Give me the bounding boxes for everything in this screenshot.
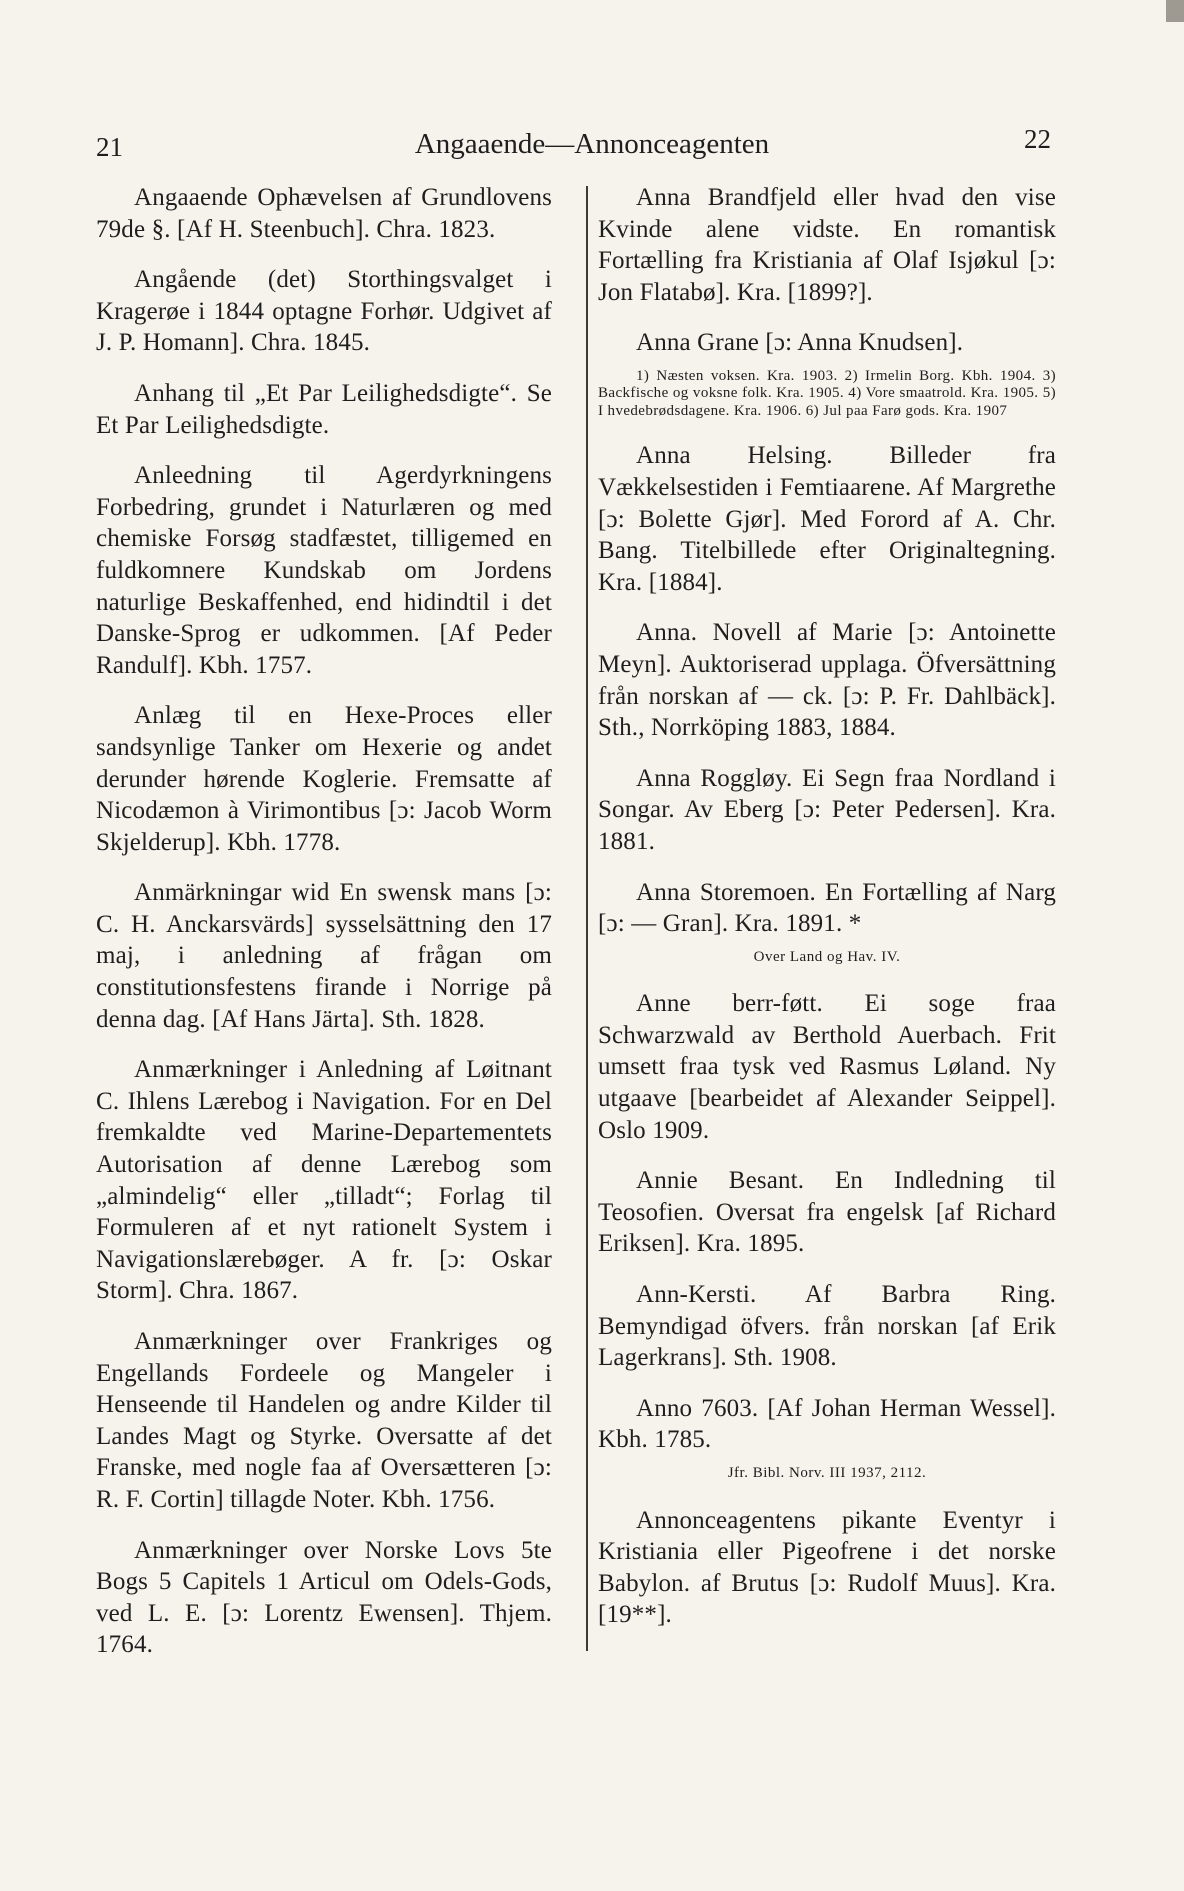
bib-note: Jfr. Bibl. Norv. III 1937, 2112. <box>727 1465 927 1481</box>
bib-entry: Anmærkninger i Anledning af Løitnant C. Ihlens Lærebog i Navigation. For en Del fremkaldte ved Marine-Departementets Autorisation af denne Lærebog som „almindelig“ eller „tilladt“; Forlag til Formuleren af et nyt rationelt System i Navigationslærebøger. A fr. [ɔ: Oskar Storm]. Chra. 1867. <box>96 1056 552 1305</box>
bib-entry: Anno 7603. [Af Johan Herman Wessel]. Kbh. 1785. <box>598 1394 1056 1454</box>
bib-entry: Annie Besant. En Indledning til Teosofien. Oversat fra engelsk [af Richard Eriksen]. Kra. 1895. <box>598 1167 1056 1258</box>
bib-entry: Anleedning til Agerdyrkningens Forbedring, grundet i Naturlæren og med chemiske Forsøg stadfæstet, tilligemed en fuldkomnere Kundskab om Jordens naturlige Beskaffenhed, end hidindtil i det Danske-Sprog er udkommen. [Af Peder Randulf]. Kbh. 1757. <box>96 462 552 679</box>
scan-corner-mark <box>1166 0 1184 22</box>
bib-entry: Anmärkningar wid En swensk mans [ɔ: C. H. Anckarsvärds] sysselsättning den 17 maj, i anledning af frågan om constitutionsfestens firande i Norrige på denna dag. [Af Hans Järta]. Sth. 1828. <box>96 879 552 1033</box>
bib-entry: Anna Roggløy. Ei Segn fraa Nordland i Songar. Av Eberg [ɔ: Peter Pedersen]. Kra. 1881. <box>598 764 1056 855</box>
right-page-number: 22 <box>1024 124 1051 154</box>
right-column <box>598 182 1056 1650</box>
bib-entry: Angående (det) Storthingsvalget i Kragerøe i 1844 optagne Forhør. Udgivet af J. P. Homann]. Chra. 1845. <box>96 266 552 357</box>
bib-note: 1) Næsten voksen. Kra. 1903. 2) Irmelin Borg. Kbh. 1904. 3) Backfische og voksne folk. Kra. 1905. 4) Vore smaatrold. Kra. 1905. 5) I hvedebrødsdagene. Kra. 1906. 6) Jul paa Farø gods. Kra. 1907 <box>598 367 1056 419</box>
column-divider <box>586 186 588 1651</box>
bib-entry: Anna Helsing. Billeder fra Vækkelsestiden i Femtiaarene. Af Margrethe [ɔ: Bolette Gjør]. Med Forord af A. Chr. Bang. Titelbillede efter Originaltegning. Kra. [1884]. <box>598 442 1056 596</box>
bib-entry: Anmærkninger over Norske Lovs 5te Bogs 5 Capitels 1 Articul om Odels-Gods, ved L. E. [ɔ: Lorentz Ewensen]. Thjem. 1764. <box>96 1536 552 1659</box>
bib-entry: Anna Grane [ɔ: Anna Knudsen]. <box>636 329 964 357</box>
bib-entry: Angaaende Ophævelsen af Grundlovens 79de §. [Af H. Steenbuch]. Chra. 1823. <box>96 184 552 243</box>
bib-entry: Anmærkninger over Frankriges og Engellands Fordeele og Mangeler i Henseende til Handelen og andre Kilder til Landes Magt og Styrke. Oversatte af det Franske, med nogle faa af Oversætteren [ɔ: R. F. Cortin] tillagde Noter. Kbh. 1756. <box>96 1328 552 1513</box>
left-page-number: 21 <box>96 132 123 162</box>
left-column <box>96 182 552 1680</box>
bib-entry: Ann-Kersti. Af Barbra Ring. Bemyndigad öfvers. från norskan [af Erik Lagerkrans]. Sth. 1908. <box>598 1281 1056 1372</box>
bib-entry: Anlæg til en Hexe-Proces eller sandsynlige Tanker om Hexerie og andet derunder hørende Koglerie. Fremsatte af Nicodæmon à Virimontibus [ɔ: Jacob Worm Skjelderup]. Kbh. 1778. <box>96 702 552 856</box>
bib-entry: Anne berr-føtt. Ei soge fraa Schwarzwald av Berthold Auerbach. Frit umsett fraa tysk ved Rasmus Løland. Ny utgaave [bearbeidet af Alexander Seippel]. Oslo 1909. <box>598 990 1056 1144</box>
bib-entry: Anna Storemoen. En Fortælling af Narg [ɔ: — Gran]. Kra. 1891. * <box>598 878 1056 938</box>
bib-entry: Anna. Novell af Marie [ɔ: Antoinette Meyn]. Auktoriserad upplaga. Öfversättning från norskan af — ck. [ɔ: P. Fr. Dahlbäck]. Sth., Norrköping 1883, 1884. <box>598 619 1056 742</box>
bib-entry: Anna Brandfjeld eller hvad den vise Kvinde alene vidste. En romantisk Fortælling fra Kristiania af Olaf Isjøkul [ɔ: Jon Flatabø]. Kra. [1899?]. <box>598 184 1056 306</box>
bib-entry: Anhang til „Et Par Leilighedsdigte“. Se Et Par Leilighedsdigte. <box>96 379 552 439</box>
bib-note: Over Land og Hav. IV. <box>753 948 901 965</box>
running-header-title: Angaaende—Annonceagenten <box>414 128 770 160</box>
bib-entry: Annonceagentens pikante Eventyr i Kristiania eller Pigeofrene i det norske Babylon. af Brutus [ɔ: Rudolf Muus]. Kra. [19**]. <box>598 1506 1056 1629</box>
